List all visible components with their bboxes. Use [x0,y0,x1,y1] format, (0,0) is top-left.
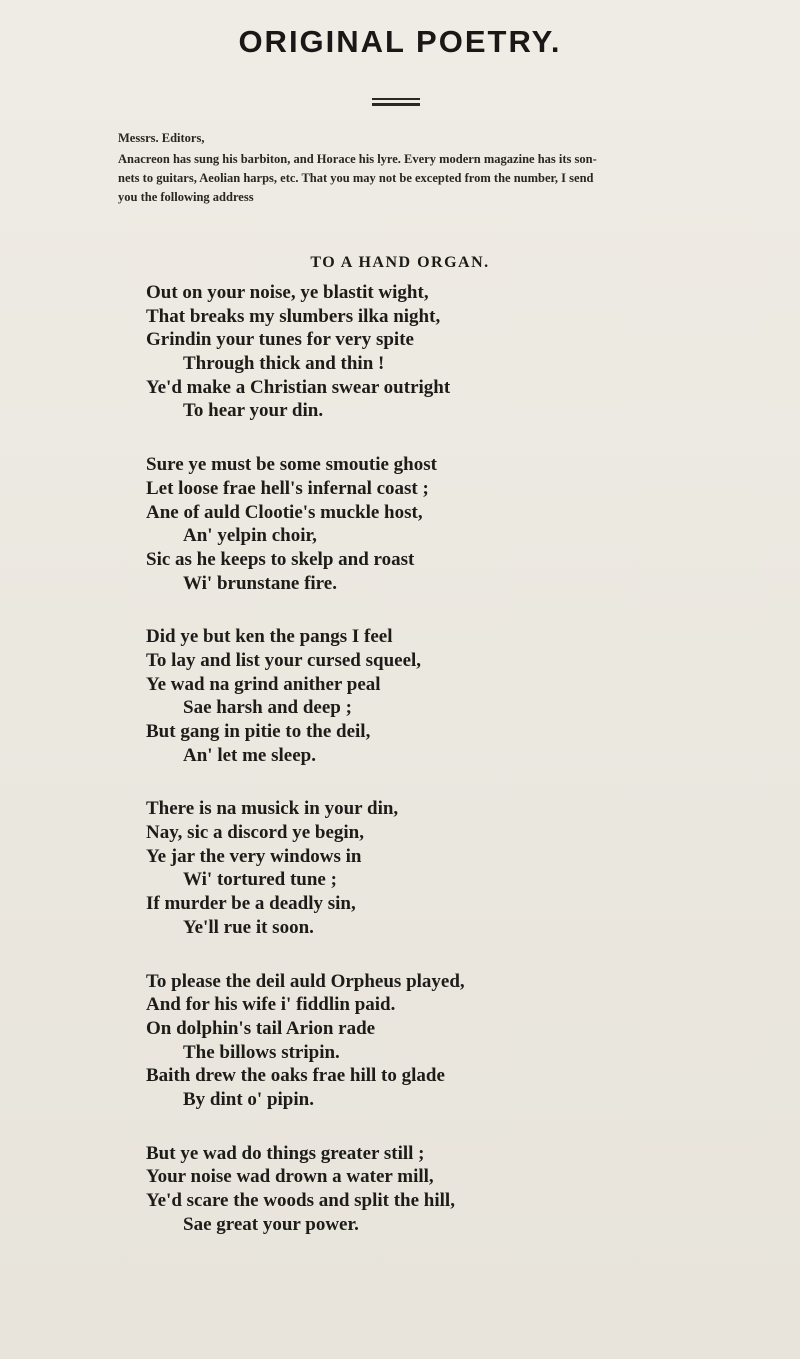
verse-line: Wi' tortured tune ; [183,869,337,891]
verse-line: Ye'd scare the woods and split the hill, [146,1190,455,1211]
verse-line: Grindin your tunes for very spite [146,329,414,351]
page-heading: ORIGINAL POETRY. [238,24,562,59]
verse-line: Through thick and thin ! [183,353,385,375]
heading-divider-bottom [372,103,420,106]
verse-line: Did ye but ken the pangs I feel [146,626,393,648]
verse-line: To lay and list your cursed squeel, [146,649,422,671]
letter-intro [118,150,768,207]
stanza-3 [146,625,706,767]
verse-line: But ye wad do things greater still ; [146,1142,425,1164]
verse-line: Out on your noise, ye blastit wight, [146,282,429,303]
verse-line: If murder be a deadly sin, [146,893,356,915]
verse-line: That breaks my slumbers ilka night, [146,305,441,327]
intro-line: you the following address [118,190,254,204]
verse-line: Ye'll rue it soon. [183,916,314,938]
verse-line: An' let me sleep. [183,744,316,766]
verse-line: On dolphin's tail Arion rade [146,1017,376,1039]
verse-line: By dint o' pipin. [183,1088,314,1110]
verse-line: The billows stripin. [183,1041,340,1063]
verse-line: Your noise wad drown a water mill, [146,1166,434,1188]
verse-line: Ane of auld Clootie's muckle host, [146,501,423,523]
stanza-5 [146,970,706,1112]
verse-line: Let loose frae hell's infernal coast ; [146,477,429,499]
verse-line: Baith drew the oaks frae hill to glade [146,1065,445,1087]
poem-title: TO A HAND ORGAN. [310,254,490,271]
intro-line: Anacreon has sung his barbiton, and Horace his lyre. Every modern magazine has its son- [118,152,597,166]
verse-line: An' yelpin choir, [183,525,317,547]
verse-line: To please the deil auld Orpheus played, [146,970,465,992]
stanza-2 [146,453,706,595]
verse-line: Sic as he keeps to skelp and roast [146,548,415,570]
verse-line: But gang in pitie to the deil, [146,721,371,742]
stanza-1 [146,281,706,423]
poem-body [146,281,706,1266]
stanza-6 [146,1142,706,1237]
heading-divider-top [372,98,420,100]
verse-line: Sure ye must be some smoutie ghost [146,454,437,476]
verse-line: Nay, sic a discord ye begin, [146,822,364,844]
verse-line: And for his wife i' fiddlin paid. [146,994,396,1016]
verse-line: To hear your din. [183,400,324,422]
verse-line: Ye'd make a Christian swear outright [146,376,451,398]
verse-line: Sae great your power. [183,1213,359,1235]
letter-salutation: Messrs. Editors, [118,131,205,145]
intro-line: nets to guitars, Aeolian harps, etc. That you may not be excepted from the number, I send [118,171,594,185]
stanza-4 [146,797,706,939]
verse-line: There is na musick in your din, [146,798,399,820]
verse-line: Ye jar the very windows in [146,845,362,867]
verse-line: Ye wad na grind anither peal [146,673,381,695]
verse-line: Sae harsh and deep ; [183,697,352,719]
verse-line: Wi' brunstane fire. [183,572,337,594]
